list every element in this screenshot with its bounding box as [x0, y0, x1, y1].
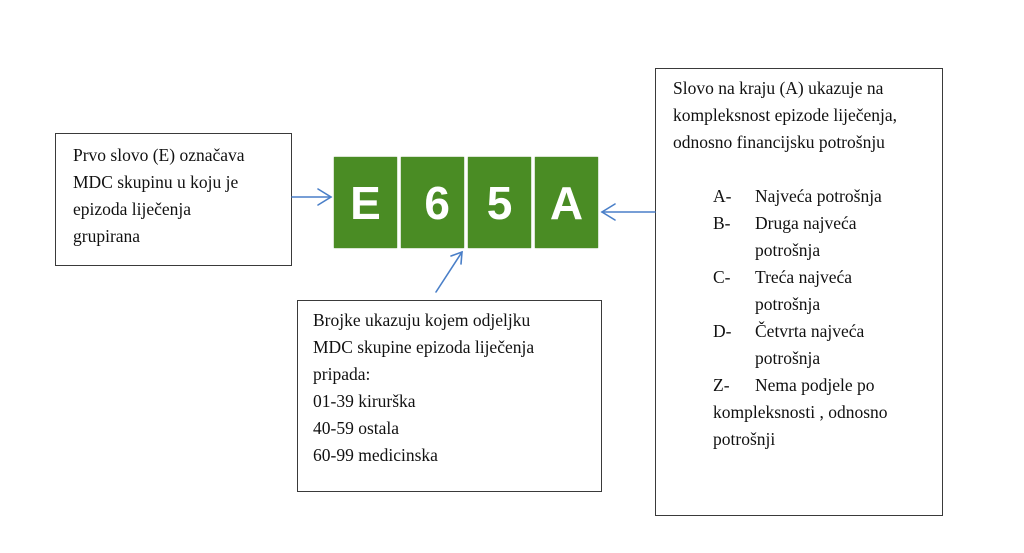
arrow-right-icon: [292, 189, 331, 205]
list-key: A-: [713, 186, 732, 206]
list-key: Z-: [713, 375, 730, 395]
bottom-line-1: Brojke ukazuju kojem odjeljku: [313, 310, 531, 330]
bottom-line-2: MDC skupine epizoda liječenja: [313, 337, 535, 357]
list-item-c: [673, 264, 932, 318]
code-tile-digit-2: 5: [468, 157, 531, 248]
list-key: D-: [713, 321, 732, 341]
left-line-3: epizoda liječenja: [73, 199, 192, 219]
arrow-up-icon: [436, 252, 462, 292]
list-key: B-: [713, 213, 731, 233]
list-text: Četvrta najveća potrošnja: [755, 321, 865, 368]
list-text: Najveća potrošnja: [755, 186, 882, 206]
right-explanation-box: [655, 68, 943, 516]
bottom-line-3: pripada:: [313, 364, 371, 384]
right-intro-2: kompleksnost epizode liječenja,: [673, 105, 898, 125]
left-line-2: MDC skupinu u koju je: [73, 172, 239, 192]
list-item-z: Z- Nema podjele po kompleksnosti , odnosno potrošnji: [673, 372, 932, 453]
right-intro-1: Slovo na kraju (A) ukazuje na: [673, 78, 884, 98]
list-item-b: [673, 210, 932, 264]
code-tiles: [334, 157, 598, 248]
list-text: Druga najveća potrošnja: [755, 213, 857, 260]
complexity-list: [673, 183, 932, 453]
code-tile-suffix: A: [535, 157, 598, 248]
list-item-d: [673, 318, 932, 372]
right-intro-3: odnosno financijsku potrošnju: [673, 132, 885, 152]
left-explanation-box: [55, 133, 292, 266]
code-tile-letter: E: [334, 157, 397, 248]
list-text: Treća najveća potrošnja: [755, 267, 853, 314]
list-key: C-: [713, 267, 731, 287]
list-item-a: [673, 183, 932, 210]
code-tile-digit-1: 6: [401, 157, 464, 248]
left-line-1: Prvo slovo (E) označava: [73, 145, 245, 165]
bottom-line-4: 01-39 kirurška: [313, 391, 416, 411]
list-text: Nema podjele po: [755, 375, 875, 395]
left-line-4: grupirana: [73, 226, 141, 246]
bottom-explanation-box: [297, 300, 602, 492]
bottom-line-5: 40-59 ostala: [313, 418, 400, 438]
arrow-left-icon: [602, 204, 655, 220]
bottom-line-6: 60-99 medicinska: [313, 445, 438, 465]
